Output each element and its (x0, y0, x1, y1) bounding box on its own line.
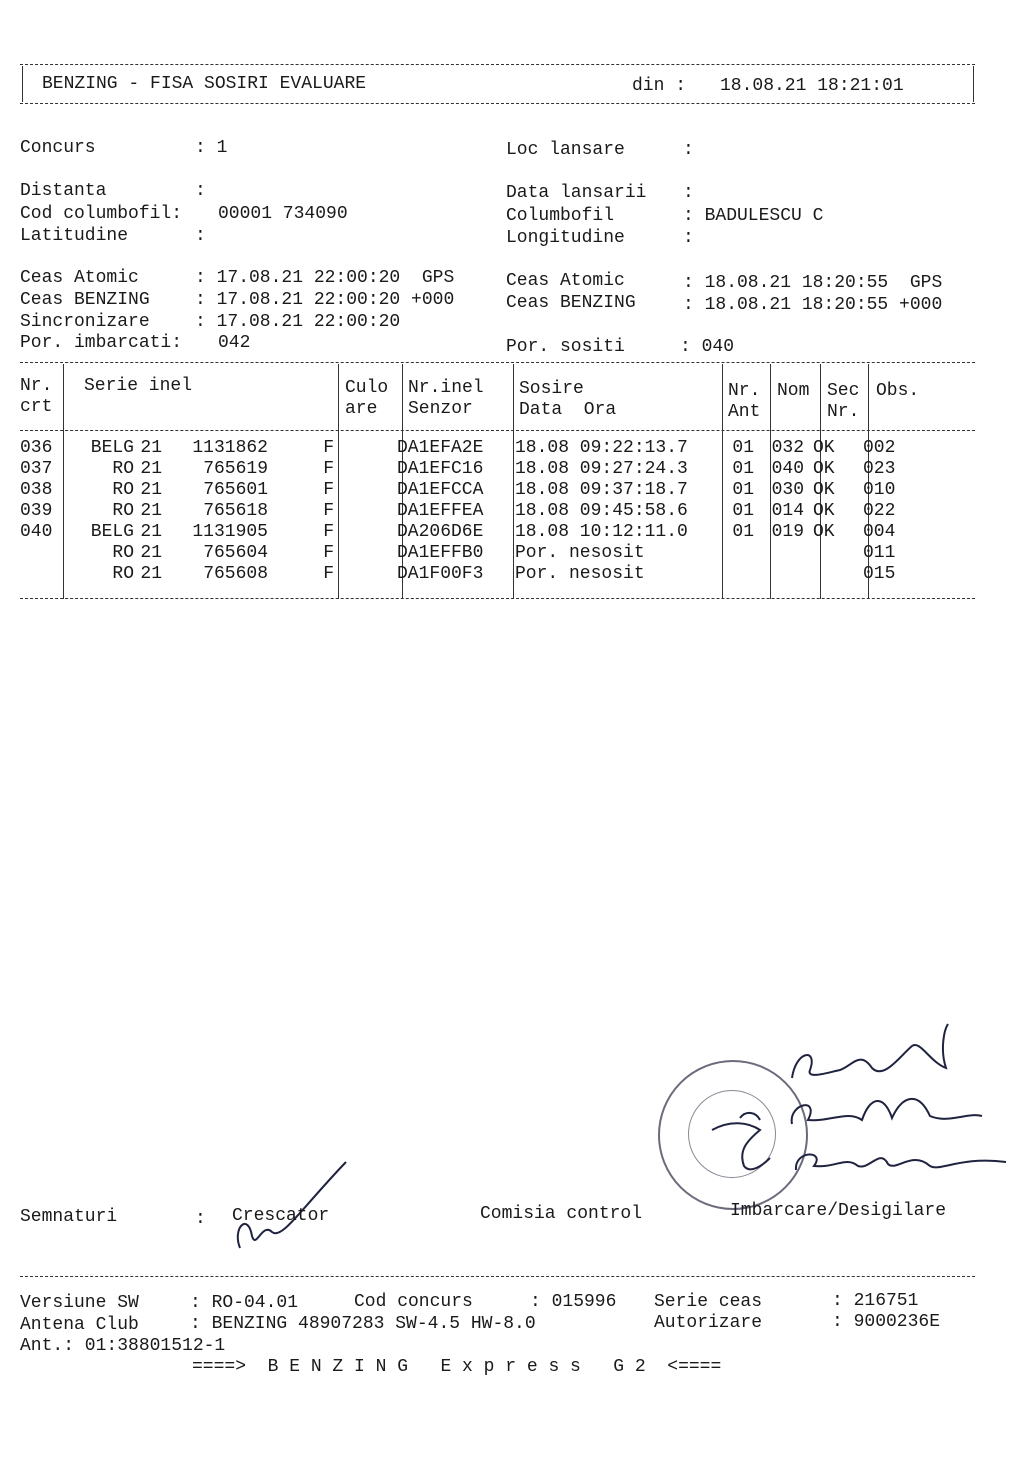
imbarcati-label: Por. imbarcati: (20, 333, 183, 353)
row-tara: RO (112, 480, 134, 500)
row-senzor: DA1EFFEA (397, 501, 484, 521)
row-sex: F (323, 480, 334, 500)
antenna-id: Ant.: 01:38801512-1 (20, 1336, 226, 1356)
row-sex: F (323, 543, 334, 563)
ceas-benzing-start: : 17.08.21 22:00:20 +000 (195, 290, 455, 310)
row-obs: 010 (863, 480, 896, 500)
document-title: BENZING - FISA SOSIRI EVALUARE (42, 74, 367, 94)
row-an: 21 (140, 501, 162, 521)
cod-concurs-label: Cod concurs (354, 1292, 473, 1312)
col-obs-header: Obs. (876, 381, 920, 401)
col-culoare-header-2: are (345, 399, 378, 419)
antena-label: Antena Club (20, 1315, 139, 1335)
row-sosire: Por. nesosit (515, 564, 645, 584)
row-nr: 037 (20, 459, 53, 479)
row-sex: F (323, 459, 334, 479)
row-sosire: 18.08 09:22:13.7 (515, 438, 688, 458)
row-sec: OK (813, 501, 835, 521)
row-senzor: DA206D6E (397, 522, 484, 542)
sincronizare-label: Sincronizare (20, 312, 150, 332)
row-inel: 765604 (203, 543, 268, 563)
columbofil-value: : BADULESCU C (683, 206, 824, 226)
comisia-label: Comisia control (480, 1204, 643, 1224)
serie-ceas-value: : 216751 (832, 1291, 919, 1311)
row-obs: 002 (863, 438, 896, 458)
latitudine-label: Latitudine (20, 226, 129, 246)
footer-rule (20, 1276, 975, 1277)
row-sosire: Por. nesosit (515, 543, 645, 563)
ceas-atomic-start: : 17.08.21 22:00:20 GPS (195, 268, 455, 288)
row-sex: F (323, 564, 334, 584)
col-sec-header-2: Nr. (827, 402, 860, 422)
row-sec: OK (813, 522, 835, 542)
row-tara: RO (112, 564, 134, 584)
signature-comisia-2 (792, 1099, 982, 1124)
semnaturi-colon: : (195, 1209, 206, 1229)
col-nr-header-2: crt (20, 397, 53, 417)
crescator-label: Crescator (232, 1206, 330, 1226)
sositi-value: : 040 (680, 337, 735, 357)
row-ant: 01 (732, 522, 754, 542)
col-ant-header: Nr. (728, 381, 761, 401)
row-an: 21 (140, 480, 162, 500)
antena-value: : BENZING 48907283 SW-4.5 HW-8.0 (190, 1314, 536, 1334)
sincronizare-value: : 17.08.21 22:00:20 (195, 312, 401, 332)
row-tara: BELG (90, 438, 134, 458)
ceas-benzing-label-start: Ceas BENZING (20, 290, 150, 310)
row-sec: OK (813, 459, 835, 479)
imbarcare-label: Imbarcare/Desigilare (730, 1201, 947, 1221)
row-ant: 01 (732, 480, 754, 500)
row-inel: 765618 (203, 501, 268, 521)
data-lansarii-value: : (683, 183, 694, 203)
autorizare-label: Autorizare (654, 1313, 763, 1333)
ceas-benzing-end: : 18.08.21 18:20:55 +000 (683, 295, 943, 315)
row-sosire: 18.08 10:12:11.0 (515, 522, 688, 542)
loc-lansare-value: : (683, 140, 694, 160)
ceas-atomic-label-end: Ceas Atomic (506, 271, 625, 291)
imbarcati-value: 042 (218, 333, 251, 353)
row-senzor: DA1EFFB0 (397, 543, 484, 563)
col-nom-header: Nom (777, 381, 810, 401)
print-date: 18.08.21 18:21:01 (720, 76, 904, 96)
row-senzor: DA1EFC16 (397, 459, 484, 479)
row-an: 21 (140, 438, 162, 458)
row-sex: F (323, 501, 334, 521)
row-nom: 040 (771, 459, 804, 479)
row-ant: 01 (732, 438, 754, 458)
ceas-benzing-label-end: Ceas BENZING (506, 293, 636, 313)
row-an: 21 (140, 522, 162, 542)
row-obs: 023 (863, 459, 896, 479)
concurs-label: Concurs (20, 138, 96, 158)
row-ant: 01 (732, 459, 754, 479)
row-inel: 1131905 (192, 522, 268, 542)
stamp-eagle (712, 1113, 770, 1169)
row-ant: 01 (732, 501, 754, 521)
row-an: 21 (140, 543, 162, 563)
signature-comisia-3 (796, 1154, 1006, 1170)
col-sosire-header: Sosire (519, 379, 584, 399)
longitudine-label: Longitudine (506, 228, 625, 248)
row-tara: RO (112, 543, 134, 563)
columbofil-label: Columbofil (506, 206, 615, 226)
col-nr-header: Nr. (20, 376, 53, 396)
row-senzor: DA1EFA2E (397, 438, 484, 458)
col-senzor-header: Nr.inel (408, 378, 484, 398)
row-sex: F (323, 438, 334, 458)
row-senzor: DA1F00F3 (397, 564, 484, 584)
row-nr: 039 (20, 501, 53, 521)
cod-concurs-value: : 015996 (530, 1292, 617, 1312)
loc-lansare-label: Loc lansare (506, 140, 625, 160)
col-senzor-header-2: Senzor (408, 399, 473, 419)
signature-comisia-1 (792, 1024, 948, 1078)
row-sec: OK (813, 438, 835, 458)
versiune-value: : RO-04.01 (190, 1293, 299, 1313)
device-banner: ====> B E N Z I N G E x p r e s s G 2 <==== (192, 1357, 722, 1377)
row-inel: 1131862 (192, 438, 268, 458)
col-sec-header: Sec (827, 381, 860, 401)
row-obs: 022 (863, 501, 896, 521)
latitudine-value: : (195, 226, 206, 246)
row-an: 21 (140, 564, 162, 584)
row-inel: 765601 (203, 480, 268, 500)
col-sosire-header-2: Data Ora (519, 400, 617, 420)
row-tara: RO (112, 459, 134, 479)
cod-columbofil-label: Cod columbofil: (20, 204, 183, 224)
autorizare-value: : 9000236E (832, 1312, 941, 1332)
ceas-atomic-end: : 18.08.21 18:20:55 GPS (683, 273, 943, 293)
row-nr: 038 (20, 480, 53, 500)
distanta-label: Distanta (20, 181, 107, 201)
sositi-label: Por. sositi (506, 337, 625, 357)
data-lansarii-label: Data lansarii (506, 183, 647, 203)
ceas-atomic-label-start: Ceas Atomic (20, 268, 139, 288)
cod-columbofil-value: 00001 734090 (218, 204, 348, 224)
semnaturi-label: Semnaturi (20, 1207, 118, 1227)
row-sosire: 18.08 09:37:18.7 (515, 480, 688, 500)
row-tara: BELG (90, 522, 134, 542)
col-serie-header: Serie inel (84, 376, 193, 396)
row-an: 21 (140, 459, 162, 479)
row-inel: 765619 (203, 459, 268, 479)
row-sosire: 18.08 09:27:24.3 (515, 459, 688, 479)
date-label: din : (632, 76, 687, 96)
concurs-value: : 1 (195, 138, 228, 158)
row-senzor: DA1EFCCA (397, 480, 484, 500)
row-inel: 765608 (203, 564, 268, 584)
row-nom: 014 (771, 501, 804, 521)
row-nom: 019 (771, 522, 804, 542)
row-tara: RO (112, 501, 134, 521)
row-obs: 004 (863, 522, 896, 542)
serie-ceas-label: Serie ceas (654, 1292, 763, 1312)
signature-crescator (238, 1162, 346, 1248)
versiune-label: Versiune SW (20, 1293, 139, 1313)
row-nom: 030 (771, 480, 804, 500)
row-obs: 011 (863, 543, 896, 563)
row-nr: 040 (20, 522, 53, 542)
row-nr: 036 (20, 438, 53, 458)
longitudine-value: : (683, 228, 694, 248)
row-nom: 032 (771, 438, 804, 458)
col-ant-header-2: Ant (728, 402, 761, 422)
col-culoare-header: Culo (345, 378, 389, 398)
distanta-value: : (195, 181, 206, 201)
row-sec: OK (813, 480, 835, 500)
row-sex: F (323, 522, 334, 542)
row-obs: 015 (863, 564, 896, 584)
row-sosire: 18.08 09:45:58.6 (515, 501, 688, 521)
